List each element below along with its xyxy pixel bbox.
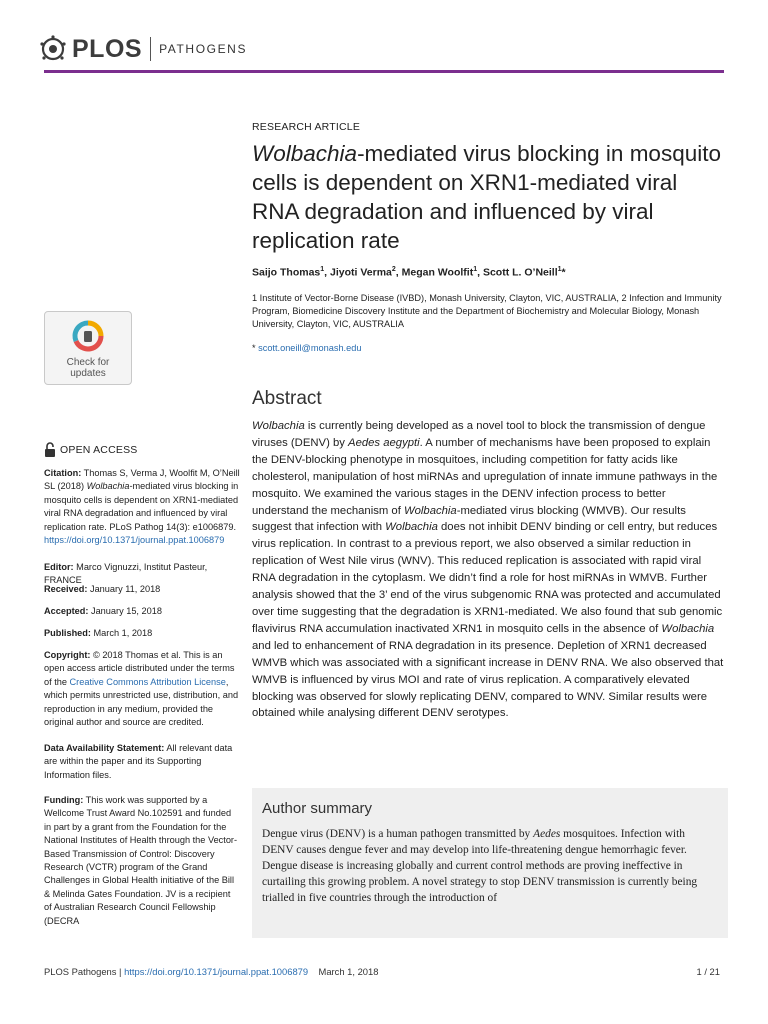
- author-affiliation-sup: 2: [391, 266, 396, 273]
- plos-logo: [38, 32, 247, 66]
- author-affiliation-sup: 1: [320, 266, 325, 273]
- funding-block: Funding: This work was supported by a Wellcome Trust Award No.102591 and funded in part by a grant from the Foundation for the National Institutes of Health through the Vector-Based Transmission of Control: Discovery Research (VCTR) program of the Grand Challenges in Global Health initiative of the Bill & Melinda Gates Foundation. JV is a recipient of Australian Research Council Fellowship (DECRA: [44, 795, 238, 926]
- author-separator: ,: [477, 266, 483, 279]
- author-separator: ,: [395, 266, 402, 279]
- article-title: Wolbachia-mediated virus blocking in mosquito cells is dependent on XRN1-mediated viral RNA degradation and influenced by viral replication rate: [252, 141, 721, 253]
- page-number: 1 / 21: [696, 966, 720, 977]
- received-block: Received: January 11, 2018: [44, 584, 161, 594]
- author-list: [252, 266, 722, 279]
- badge-text: Check for updates: [66, 357, 110, 379]
- journal-name: PATHOGENS: [159, 42, 248, 56]
- brand-wordmark: PLOS: [72, 34, 143, 63]
- check-for-updates-badge[interactable]: [44, 311, 132, 385]
- cc-license-link[interactable]: Creative Commons Attribution License: [69, 676, 226, 687]
- copyright-block: Copyright: © 2018 Thomas et al. This is an open access article distributed under the terms of the Creative Commons Attribution License, which permits unrestricted use, distribution, and reproduction in any medium, provided the original author and source are credited.: [44, 650, 239, 728]
- citation-block: Citation: Thomas S, Verma J, Woolfit M, O’Neill SL (2018) Wolbachia-mediated virus blocking in mosquito cells is dependent on XRN1-mediated viral RNA degradation and influenced by viral replication rate. PLoS Pathog 14(3): e1006879. https://doi.org/10.1371/journal.ppat.1006879: [44, 468, 240, 546]
- open-access-label: OPEN ACCESS: [44, 442, 137, 458]
- accepted-block: Accepted: January 15, 2018: [44, 606, 162, 616]
- article-type: RESEARCH ARTICLE: [252, 121, 361, 133]
- author-name: Saijo Thomas: [252, 266, 321, 279]
- affiliations: 1 Institute of Vector-Borne Disease (IVBD), Monash University, Clayton, VIC, AUSTRALIA, 2 Infection and Immunity Program, Biomedicine Discovery Institute and the Department of Biochemistry and Molecular Biology, Monash University, Clayton, VIC, AUSTRALIA: [252, 293, 722, 329]
- author-separator: ,: [324, 266, 331, 279]
- editor-block: Editor: Marco Vignuzzi, Institut Pasteur, FRANCE: [44, 562, 208, 586]
- data-availability-block: Data Availability Statement: All relevant data are within the paper and its Supporting Information files.: [44, 743, 233, 780]
- published-block: Published: March 1, 2018: [44, 628, 153, 638]
- author-affiliation-sup: 1: [473, 266, 478, 273]
- plos-mark-icon: [38, 34, 68, 64]
- header-accent-bar: [44, 70, 724, 73]
- author-name: Megan Woolfit: [401, 266, 474, 279]
- abstract-text: Wolbachia is currently being developed as a novel tool to block the transmission of dengue viruses (DENV) by Aedes aegypti. A number of mechanisms have been proposed to explain the DENV-blocking phenotype in mosquitoes, including competition for fatty acids like cholesterol, manipulation of host miRNAs and upregulation of innate immune pathways in the mosquito. We examined the various stages in the DENV infection process to better understand the mechanism of Wolbachia-mediated virus blocking (WMVB). Our results suggest that infection with Wolbachia does not inhibit DENV binding or cell entry, but reduces virus replication. In contrast to a previous report, we also observed a similar reduction in replication of West Nile virus (WNV). This reduced replication is associated with rapid viral RNA degradation in the cytoplasm. We didn’t find a role for host miRNAs in WMVB. Further analysis showed that the 3’ end of the virus subgenomic RNA was protected and accumulated over time suggesting that the degradation is XRN1-mediated. We also found that sub genomic flavivirus RNA accumulation inactivated XRN1 in mosquito cells in the absence of Wolbachia and led to enhancement of RNA degradation in its presence. Depletion of XRN1 decreased WMVB which was associated with a significant increase in DENV RNA. We also observed that WMVB is influenced by virus MOI and rate of virus replication. A comparatively elevated blocking was observed for slowly replicating DENV, compared to WNV. Similar results were obtained while analysing different DENV serotypes.: [252, 420, 724, 720]
- author-summary-heading: Author summary: [262, 800, 373, 817]
- author-affiliation-sup: 1: [557, 266, 562, 273]
- author-name: Jiyoti Verma: [330, 266, 392, 279]
- author-name: Scott L. O’Neill: [482, 266, 558, 279]
- corresponding-star: *: [561, 266, 566, 279]
- citation-doi-link[interactable]: https://doi.org/10.1371/journal.ppat.1006879: [44, 535, 225, 546]
- author-summary-text: Dengue virus (DENV) is a human pathogen transmitted by Aedes mosquitoes. Infection with DENV causes dengue fever and may develop into life-threatening dengue hemorrhagic fever. Dengue disease is increasing globally and current control methods are proving ineffective in curtailing this growing problem. A novel strategy to stop DENV transmission is currently being trialled in five countries through the introduction of: [262, 828, 698, 904]
- abstract-heading: Abstract: [252, 388, 322, 409]
- logo-divider: [150, 37, 151, 61]
- corresponding-email[interactable]: * scott.oneill@monash.edu: [252, 343, 362, 353]
- check-updates-icon: [72, 320, 104, 352]
- footer-doi-link[interactable]: https://doi.org/10.1371/journal.ppat.1006879: [124, 966, 309, 977]
- page-footer: PLOS Pathogens | https://doi.org/10.1371/journal.ppat.1006879 March 1, 2018: [44, 966, 379, 977]
- open-lock-icon: [44, 442, 56, 458]
